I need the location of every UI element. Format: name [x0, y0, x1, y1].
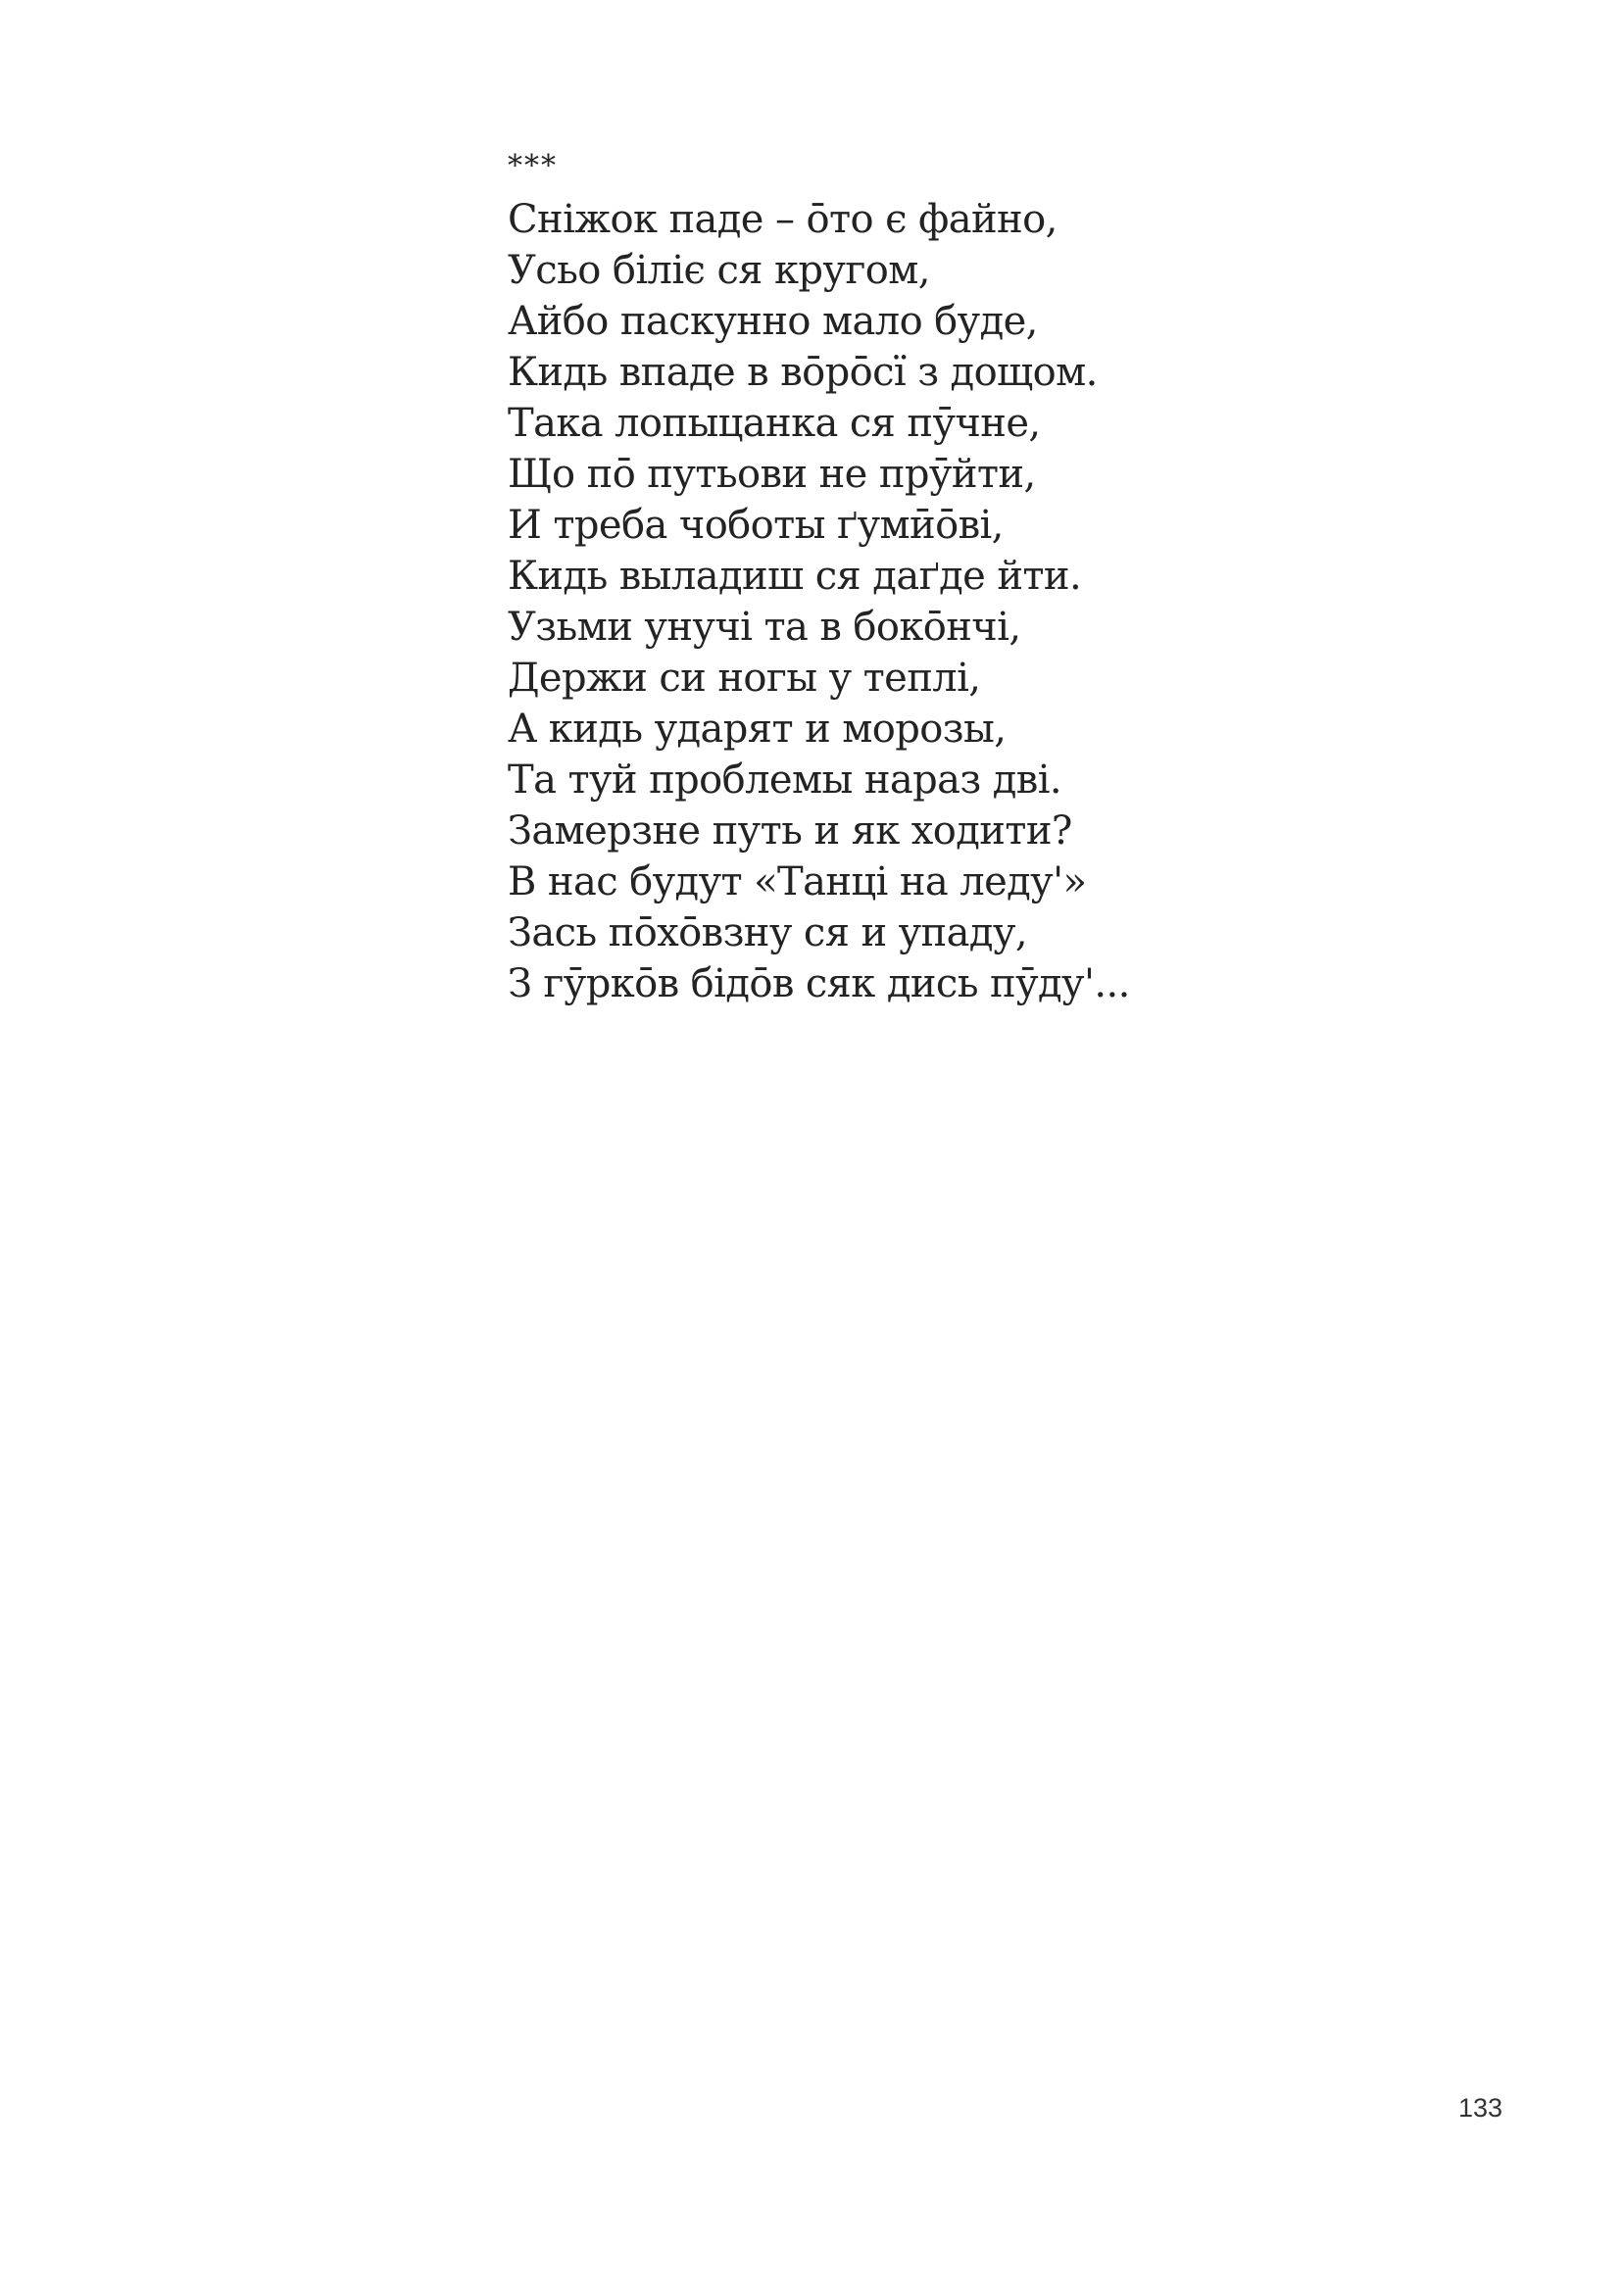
poem-line: Така лопыцанка ся пӯчне,	[508, 401, 1041, 446]
poem-line: З гӯрко̄в бідо̄в сяк дись пӯду'...	[508, 961, 1130, 1006]
poem-line: Замерзне путь и як ходити?	[508, 808, 1072, 854]
poem-separator: ***	[508, 149, 558, 183]
poem-line: Усьо біліє ся кругом,	[508, 248, 930, 293]
page-number: 133	[1458, 2093, 1503, 2123]
poem-line: Держи си ногы у теплі,	[508, 656, 981, 701]
poem-line: А кидь ударят и морозы,	[508, 707, 1007, 752]
poem	[508, 149, 1253, 1009]
poem-line: В нас будут «Танці на леду'»	[508, 859, 1087, 904]
poem-line: И треба чоботы ґумӣо̄ві,	[508, 503, 1004, 548]
poem-line: Айбо паскунно мало буде,	[508, 299, 1038, 344]
poem-line: Узьми унучі та в боко̄нчі,	[508, 605, 1021, 650]
poem-line: Кидь выладиш ся даґде йти.	[508, 554, 1082, 599]
poem-line: Що по̄ путьови не прӯйти,	[508, 452, 1036, 497]
poem-line: Кидь впаде в во̄ро̄сї з дощом.	[508, 350, 1098, 395]
poem-line: Зась по̄хо̄взну ся и упаду,	[508, 910, 1027, 955]
poem-line: Сніжок паде – о̄то є файно,	[508, 197, 1058, 242]
poem-line: Та туй проблемы нараз дві.	[508, 757, 1062, 803]
